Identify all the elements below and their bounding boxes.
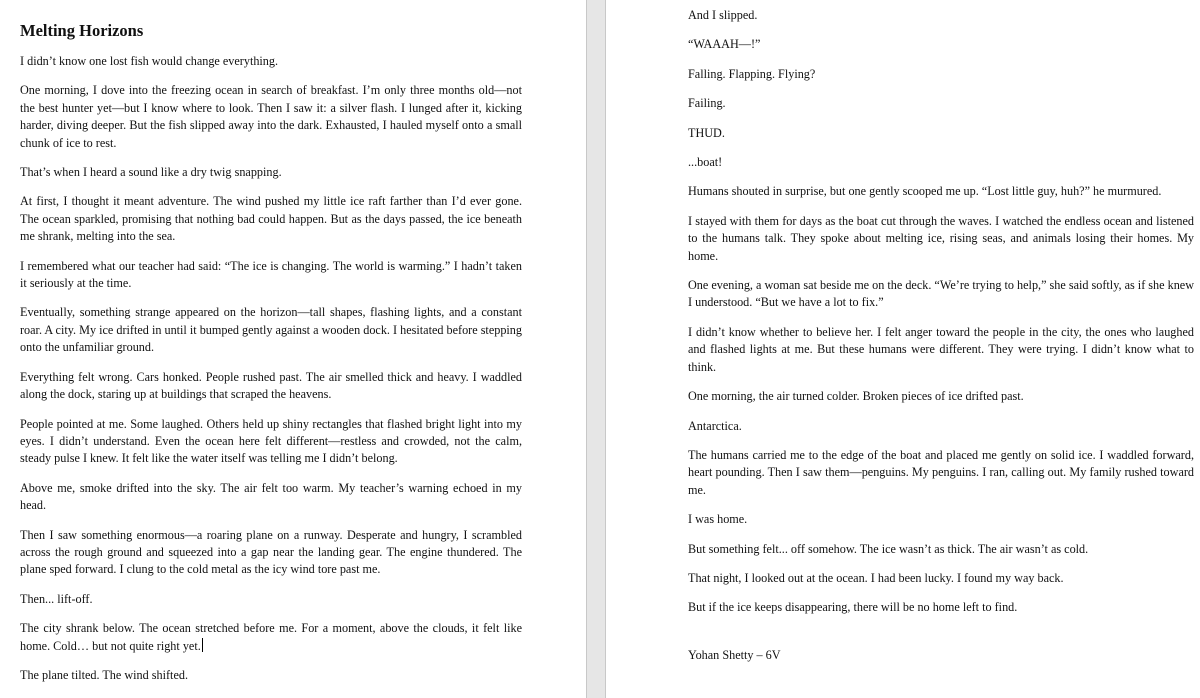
paragraph[interactable]: The plane tilted. The wind shifted. [20,667,188,682]
paragraph[interactable]: One morning, the air turned colder. Broken pieces of ice drifted past. [688,389,1024,404]
paragraph[interactable]: Then I saw something enormous—a roaring plane on a runway. Desperate and hungry, I scrambled across the rough ground and squeezed into a gap near the landing gear. The engine thundered. The plane sped forward. I clung to the cold metal as the icy wind tore past me. [20,527,522,577]
paragraph[interactable]: Antarctica. [688,418,742,433]
paragraph[interactable]: Then... lift-off. [20,591,93,606]
paragraph[interactable]: I didn’t know one lost fish would change everything. [20,54,279,68]
paragraph[interactable]: That night, I looked out at the ocean. I had been lucky. I found my way back. [688,570,1064,585]
paragraph[interactable]: ...boat! [688,155,723,170]
paragraph[interactable]: I was home. [688,512,748,527]
text-column-left[interactable] [20,19,522,696]
paragraph[interactable]: Humans shouted in surprise, but one gently scooped me up. “Lost little guy, huh?” he murmured. [688,184,1162,199]
paragraph[interactable]: I didn’t know whether to believe her. I felt anger toward the people in the city, the ones who laughed and flashed lights at me. But these humans were different. They were trying. I didn’t know what to think. [688,324,1194,374]
paragraph[interactable]: People pointed at me. Some laughed. Others held up shiny rectangles that flashed bright light into my eyes. I didn’t understand. Even the ocean here felt different—restless and crowded, not the calm, steady pulse I knew. It felt like the water itself was telling me I didn’t belong. [20,416,522,466]
paragraph[interactable]: But something felt... off somehow. The ice wasn’t as thick. The air wasn’t as cold. [688,541,1089,556]
text-cursor [202,638,203,652]
paragraph[interactable]: Eventually, something strange appeared on the horizon—tall shapes, flashing lights, and a constant roar. A city. My ice drifted in until it bumped gently against a wooden dock. I hesitated before stepping onto the unfamiliar ground. [20,305,522,355]
document-page-right[interactable] [606,0,1200,698]
paragraph[interactable]: I stayed with them for days as the boat cut through the waves. I watched the endless ocean and listened to the humans talk. They spoke about melting ice, rising seas, and animals losing their homes. My home. [688,213,1194,263]
paragraph[interactable]: THUD. [688,125,725,140]
paragraph-with-cursor[interactable] [20,620,522,655]
paragraph[interactable]: Falling. Flapping. Flying? [688,66,816,81]
paragraph[interactable]: And I slipped. [688,8,758,22]
paragraph[interactable]: Failing. [688,96,726,111]
paragraph[interactable]: “WAAAH—!” [688,37,761,52]
page-gutter [586,0,606,698]
paragraph[interactable]: One evening, a woman sat beside me on the deck. “We’re trying to help,” she said softly, as if she knew I understood. “But we have a lot to fix.” [688,278,1194,310]
text-column-right[interactable] [688,7,1194,676]
document-page-left[interactable] [0,0,586,698]
paragraph[interactable]: Above me, smoke drifted into the sky. The air felt too warm. My teacher’s warning echoed in my head. [20,480,522,513]
paragraph[interactable]: Everything felt wrong. Cars honked. People rushed past. The air smelled thick and heavy. I waddled along the dock, staring up at buildings that scraped the heavens. [20,369,522,402]
document-title[interactable]: Melting Horizons [20,21,144,40]
paragraph[interactable]: But if the ice keeps disappearing, there will be no home left to find. [688,600,1018,615]
author-signature[interactable]: Yohan Shetty – 6V [688,647,781,662]
paragraph[interactable]: One morning, I dove into the freezing ocean in search of breakfast. I’m only three months old—not the best hunter yet—but I know where to look. Then I saw it: a silver flash. I lunged after it, kicking harder, diving deeper. But the fish slipped away into the dark. Exhausted, I hauled myself onto a small chunk of ice to rest. [20,83,522,150]
paragraph[interactable]: At first, I thought it meant adventure. The wind pushed my little ice raft farther than I’d ever gone. The ocean sparkled, promising that nothing bad could happen. But as the days passed, the ice beneath me shrank, melting into the sea. [20,194,522,244]
paragraph[interactable]: The humans carried me to the edge of the boat and placed me gently on solid ice. I waddled forward, heart pounding. Then I saw them—penguins. My penguins. I ran, calling out. My family rushed toward me. [688,447,1194,497]
paragraph[interactable]: I remembered what our teacher had said: “The ice is changing. The world is warming.” I hadn’t taken it seriously at the time. [20,258,522,291]
paragraph[interactable]: That’s when I heard a sound like a dry twig snapping. [20,165,282,180]
paragraph-text[interactable]: The city shrank below. The ocean stretched before me. For a moment, above the clouds, it felt like home. Cold… but not quite right yet. [20,621,522,653]
